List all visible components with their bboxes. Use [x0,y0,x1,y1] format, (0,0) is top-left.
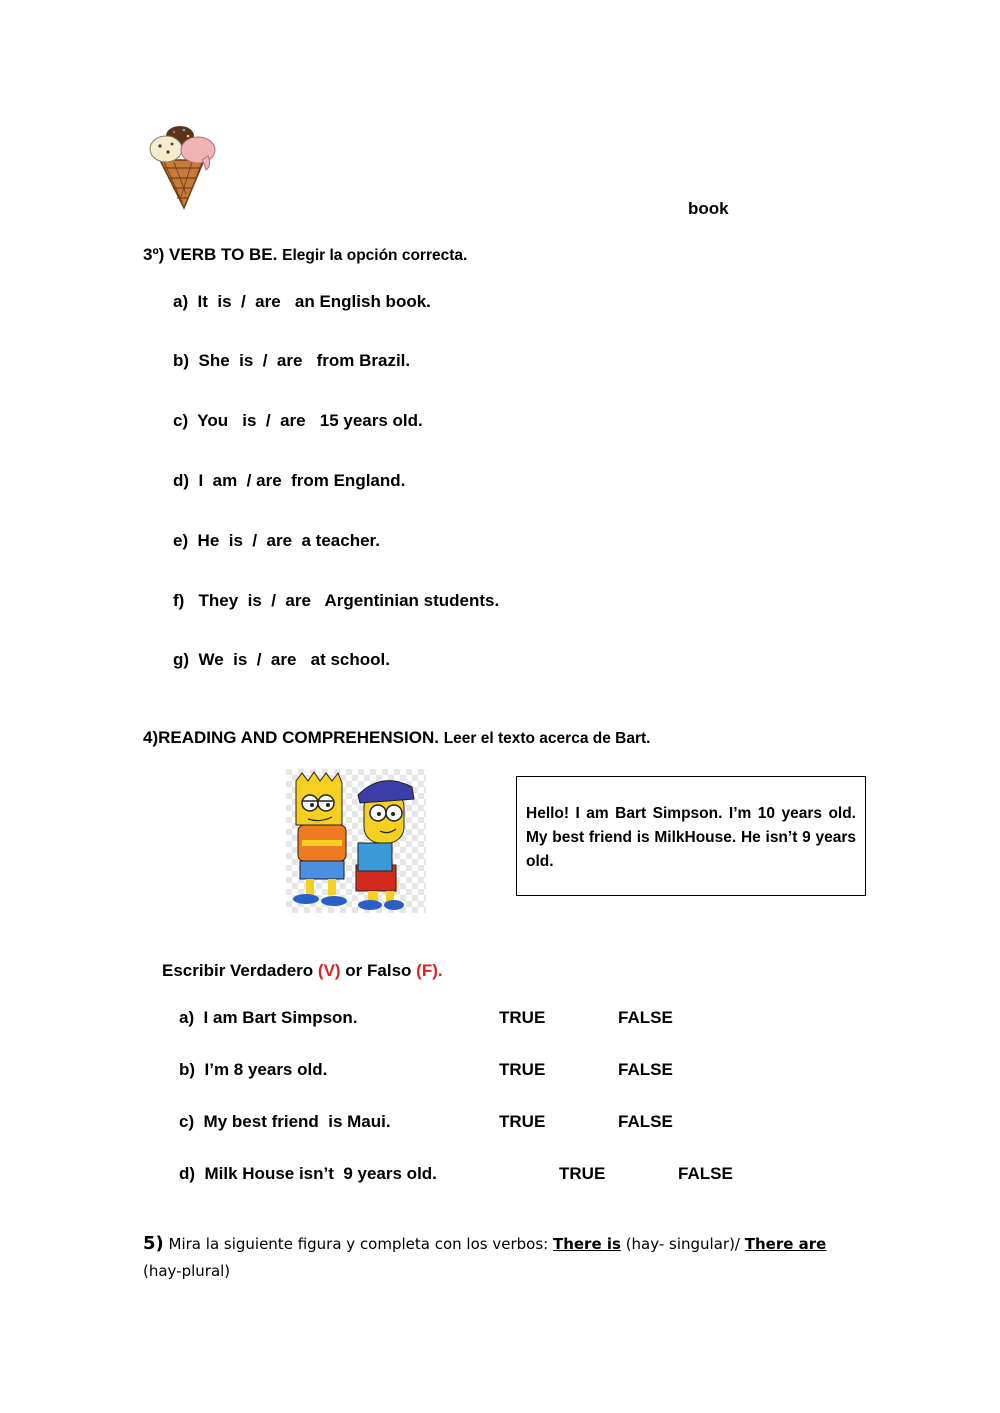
statement: d) Milk House isn’t 9 years old. [179,1164,437,1183]
section-5-number: 5) [143,1233,164,1254]
list-item: d) I am / are from England. [173,471,406,490]
list-item: f) They is / are Argentinian students. [173,591,500,610]
tf-f-label: (F). [416,961,443,980]
there-are-label: There are [744,1235,827,1253]
false-option[interactable]: FALSE [618,1112,673,1131]
statement: b) I’m 8 years old. [179,1060,328,1079]
reading-passage: Hello! I am Bart Simpson. I’m 10 years old. My best friend is MilkHouse. He isn’t 9 years old. [526,805,856,870]
tf-instruction-text: Escribir Verdadero [162,961,318,980]
statement: a) I am Bart Simpson. [179,1008,358,1027]
false-option[interactable]: FALSE [618,1008,673,1027]
true-option[interactable]: TRUE [499,1008,546,1027]
true-option[interactable]: TRUE [499,1112,546,1131]
section-3-instruction: Elegir la opción correcta. [282,247,468,264]
statement: c) My best friend is Maui. [179,1112,391,1131]
section-5-text: Mira la siguiente figura y completa con los verbos: [163,1235,553,1253]
true-false-instruction [162,961,443,981]
top-word: book [688,199,729,218]
bart-and-milhouse-illustration [286,769,426,913]
reading-passage-box [516,776,866,896]
section-5-paragraph [143,1230,853,1285]
section-5-text-end: (hay-plural) [143,1262,231,1280]
section-5-text-middle: (hay- singular)/ [620,1235,745,1253]
section-4-instruction: Leer el texto acerca de Bart. [443,730,651,747]
ice-cream-cone-icon [146,122,222,212]
list-item: g) We is / are at school. [173,650,390,669]
section-4-title: 4)READING AND COMPREHENSION. [143,728,439,747]
list-item: e) He is / are a teacher. [173,531,380,550]
section-3-title: 3º) VERB TO BE. [143,245,278,264]
list-item: a) It is / are an English book. [173,292,431,311]
section-4-heading [143,728,650,748]
list-item: c) You is / are 15 years old. [173,411,423,430]
tf-v-label: (V) [317,961,341,980]
true-option[interactable]: TRUE [499,1060,546,1079]
false-option[interactable]: FALSE [618,1060,673,1079]
false-option[interactable]: FALSE [678,1164,733,1183]
section-3-heading [143,245,467,265]
list-item: b) She is / are from Brazil. [173,351,411,370]
there-is-label: There is [552,1235,621,1253]
tf-instruction-middle: or Falso [340,961,417,980]
true-option[interactable]: TRUE [559,1164,606,1183]
